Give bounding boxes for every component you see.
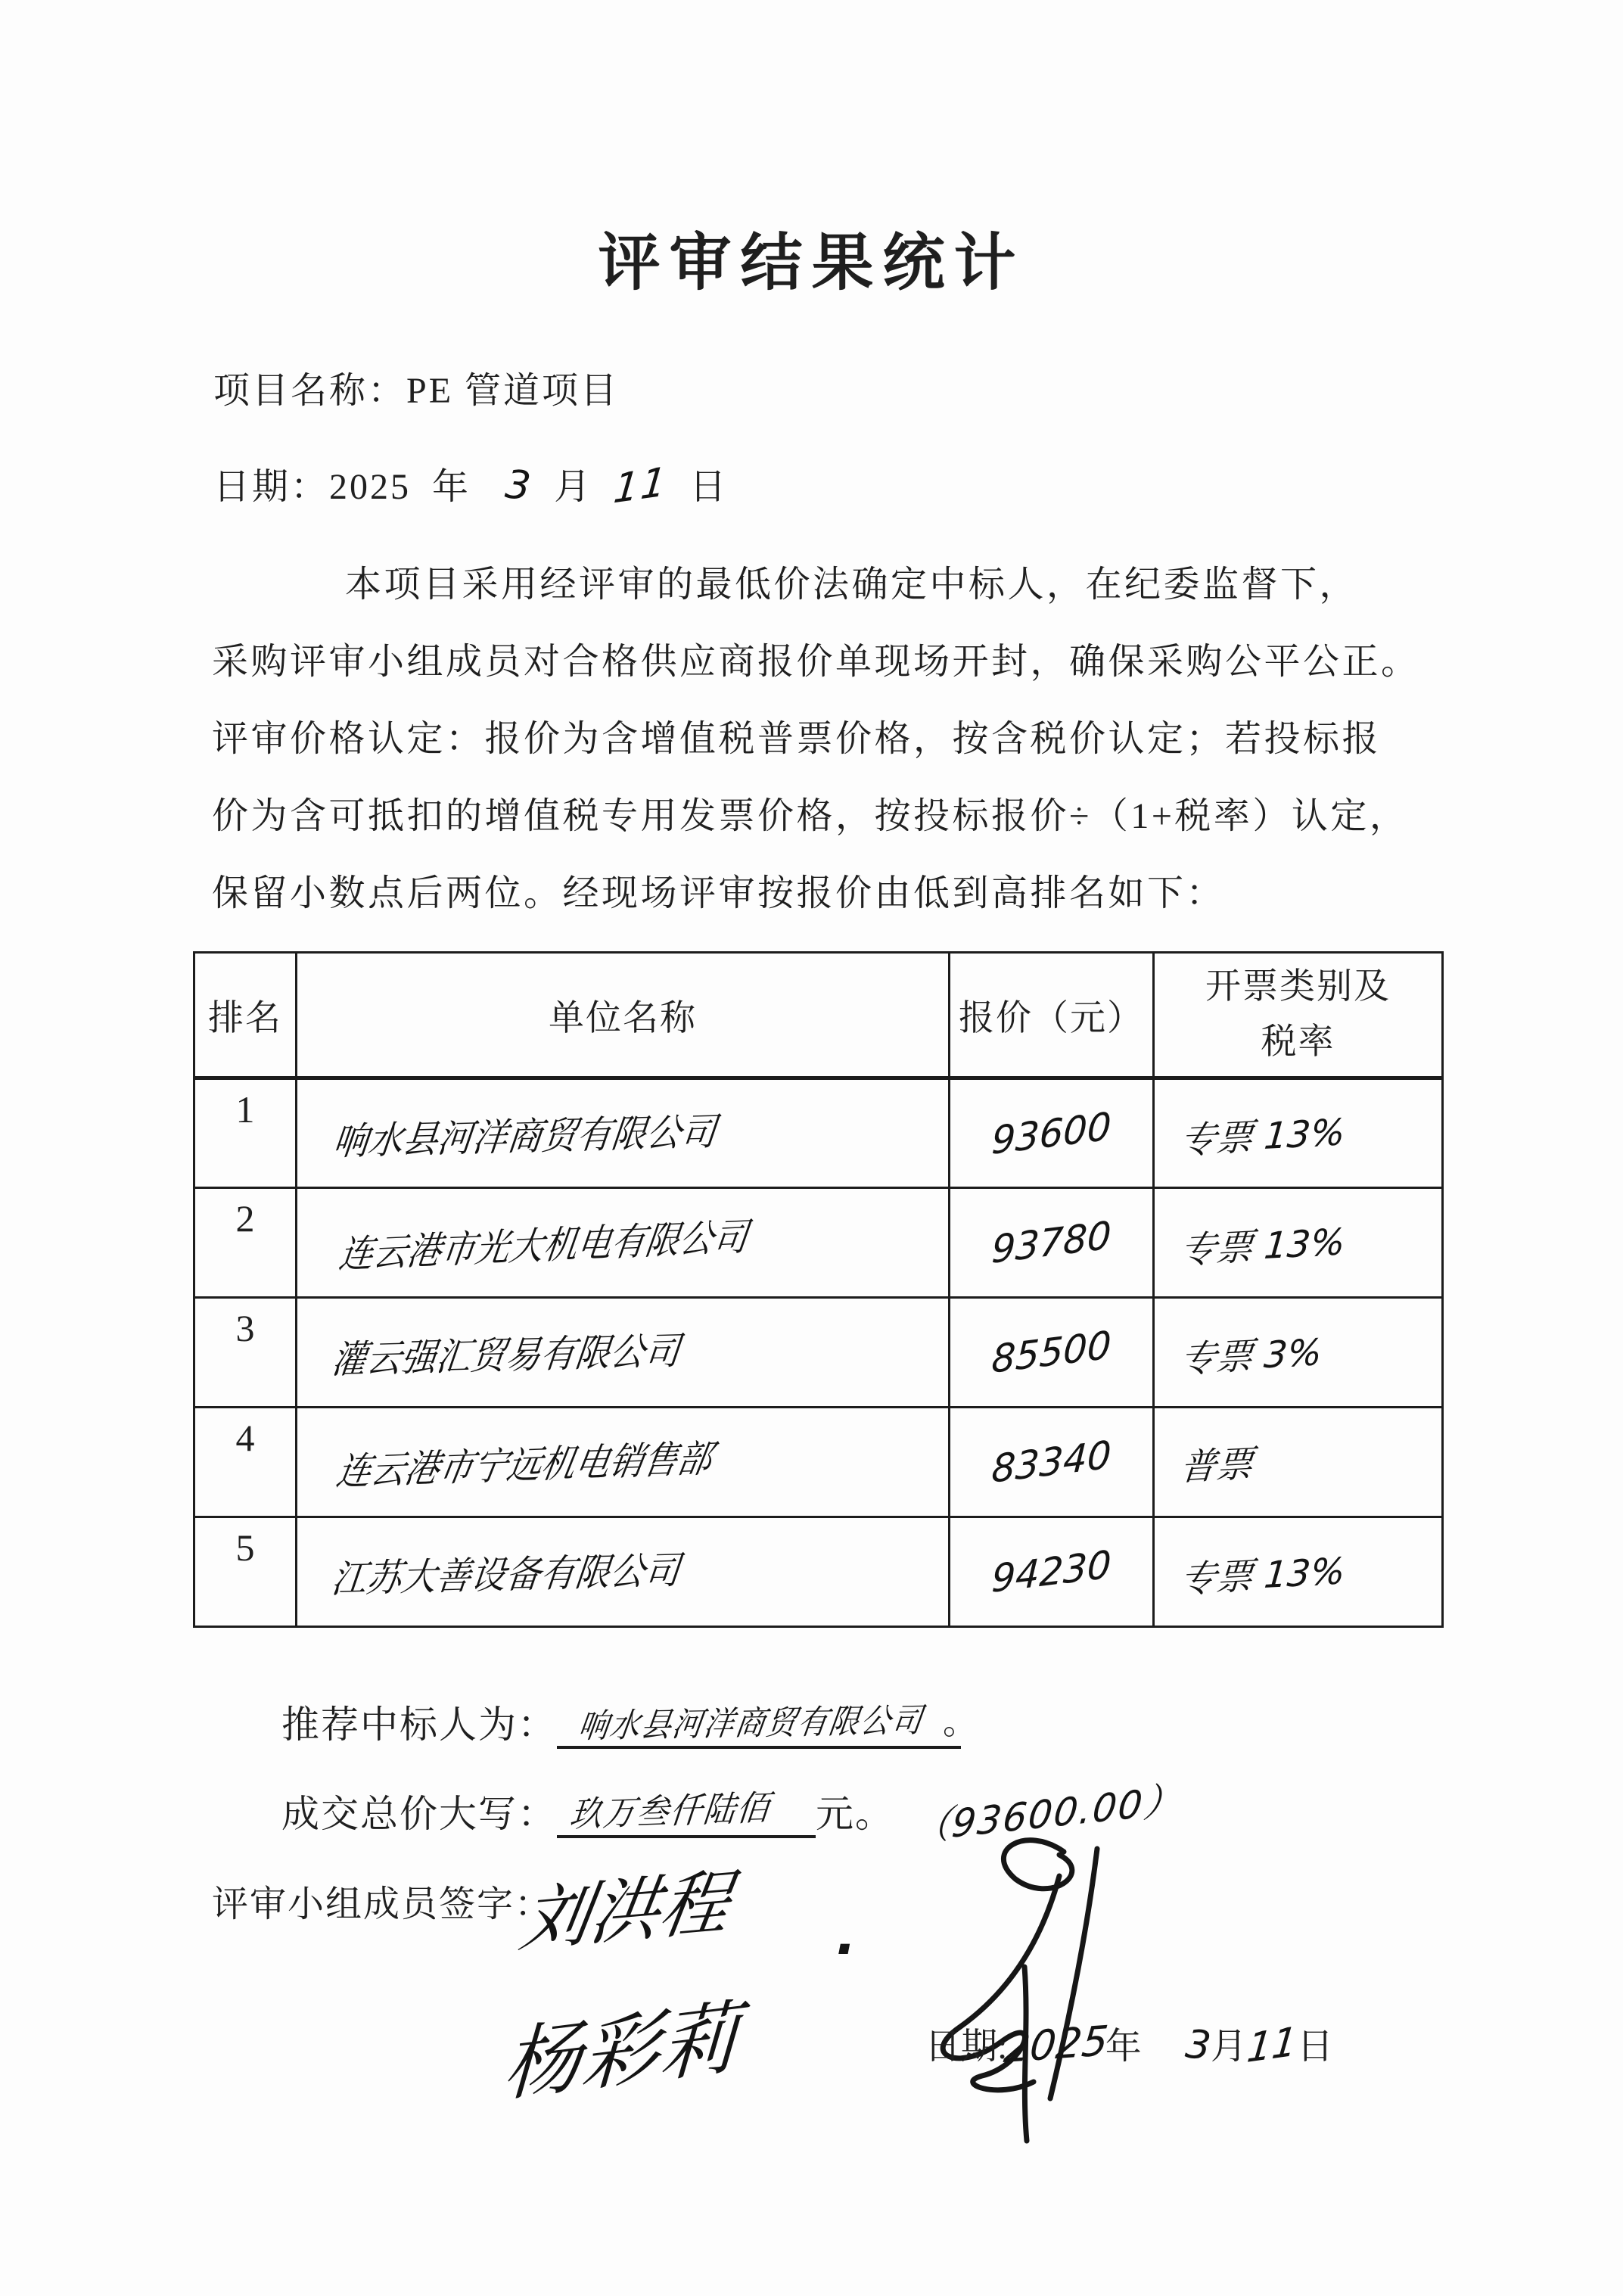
header-rank: 排名 (194, 953, 297, 1078)
project-name-label: 项目名称： (213, 371, 407, 411)
paragraph-line: 评审价格认定：报价为含增值税普票价格，按含税价认定；若投标报 (212, 719, 1382, 759)
bottom-date-day-handwritten: 11 (1244, 2018, 1299, 2073)
amount-words-handwritten: 玖万叁仟陆佰 (567, 1787, 773, 1835)
rank-cell: 5 (194, 1517, 297, 1627)
company-cell (297, 1078, 950, 1188)
company-cell (297, 1298, 950, 1408)
table-row (194, 1188, 1443, 1298)
rank-cell: 1 (194, 1078, 297, 1188)
paragraph-line: 本项目采用经评审的最低价法确定中标人，在纪委监督下， (345, 565, 1359, 605)
invoice-handwritten: 专票 13% (1178, 1220, 1347, 1272)
recommendation-period: 。 (943, 1703, 979, 1741)
table-row (194, 1517, 1443, 1627)
signature-scribble (870, 1829, 1158, 2154)
invoice-cell (1154, 1078, 1443, 1188)
price-handwritten: 93780 (990, 1212, 1112, 1273)
price-handwritten: 94230 (990, 1542, 1112, 1602)
table-row (194, 1078, 1443, 1188)
company-handwritten: 江苏大善设备有限公司 (329, 1548, 682, 1602)
header-price: 报价（元） (950, 953, 1154, 1078)
price-handwritten: 93600 (990, 1103, 1112, 1163)
rank-cell: 2 (194, 1188, 297, 1298)
bottom-date-month-handwritten: 3 (1183, 2021, 1213, 2070)
rank-cell: 4 (194, 1408, 297, 1517)
body-paragraph (212, 555, 1430, 941)
recommended-winner-label: 推荐中标人为： (281, 1703, 557, 1746)
total-price-label: 成交总价大写： (281, 1793, 557, 1835)
invoice-handwritten: 专票 13% (1178, 1549, 1347, 1601)
date-year: 2025 (329, 467, 412, 507)
company-handwritten: 灌云强汇贸易有限公司 (329, 1328, 682, 1383)
bottom-date-line (925, 2016, 1334, 2073)
paragraph-line: 价为含可抵扣的增值税专用发票价格，按投标报价÷（1+税率）认定， (212, 796, 1409, 836)
signatures-label: 评审小组成员签字： (212, 1884, 553, 1924)
invoice-cell (1154, 1298, 1443, 1408)
price-handwritten: 85500 (990, 1322, 1112, 1383)
date-month-handwritten: 3 (502, 462, 536, 510)
date-day-handwritten: 11 (611, 459, 671, 513)
company-cell (297, 1188, 950, 1298)
amount-figures-handwritten: （93600.00） (910, 1777, 1186, 1851)
signature-1: 刘洪程 (515, 1861, 736, 1962)
invoice-cell (1154, 1517, 1443, 1627)
date-year-char: 年 (432, 467, 471, 507)
table-row (194, 1408, 1443, 1517)
date-day-char: 日 (689, 467, 729, 507)
recommended-winner-line (281, 1694, 1623, 1749)
table-row (194, 1298, 1443, 1408)
total-price-unit: 元。 (816, 1793, 894, 1835)
invoice-cell (1154, 1408, 1443, 1517)
signatures-section (0, 1861, 1623, 2296)
date-line (213, 457, 1623, 513)
header-company: 单位名称 (297, 953, 950, 1078)
company-handwritten: 连云港市光大机电有限公司 (336, 1215, 751, 1277)
bottom-date-year-char: 年 (1105, 2027, 1142, 2067)
price-cell (950, 1078, 1154, 1188)
project-name-value: PE 管道项目 (406, 371, 620, 411)
invoice-handwritten: 专票 3% (1178, 1330, 1324, 1381)
date-label: 日期： (213, 467, 330, 507)
header-invoice-type (1154, 953, 1443, 1078)
company-cell (297, 1408, 950, 1517)
bottom-date-year-handwritten: 2025 (1002, 2016, 1111, 2073)
price-cell (950, 1188, 1154, 1298)
price-cell (950, 1298, 1154, 1408)
page-title: 评审结果统计 (598, 229, 1025, 297)
date-month-char: 月 (554, 467, 593, 507)
company-cell (297, 1517, 950, 1627)
project-name-line (213, 361, 1623, 413)
header-invoice-line1: 开票类别及 (1205, 967, 1391, 1007)
price-cell (950, 1408, 1154, 1517)
bottom-date-label: 日期: (925, 2027, 1008, 2067)
total-price-blank (557, 1784, 816, 1838)
paragraph-line: 采购评审小组成员对合格供应商报价单现场开封，确保采购公平公正。 (212, 642, 1420, 682)
recommended-winner-blank (557, 1694, 979, 1749)
paragraph-line: 保留小数点后两位。经现场评审按报价由低到高排名如下： (212, 873, 1226, 913)
invoice-cell (1154, 1188, 1443, 1298)
signature-ink-dot: . (836, 1905, 857, 1967)
recommended-winner-handwritten: 响水县河洋商贸有限公司 (576, 1700, 926, 1747)
table-header-row (194, 953, 1443, 1078)
bottom-date-day-char: 日 (1297, 2027, 1334, 2067)
header-invoice-line2: 税率 (1261, 1022, 1335, 1062)
price-handwritten: 83340 (990, 1432, 1112, 1492)
invoice-handwritten: 普票 (1178, 1442, 1255, 1489)
rank-cell: 3 (194, 1298, 297, 1408)
company-handwritten: 响水县河洋商贸有限公司 (331, 1109, 719, 1164)
price-cell (950, 1517, 1154, 1627)
bottom-date-month-char: 月 (1210, 2027, 1247, 2067)
bid-ranking-table (193, 951, 1444, 1628)
company-handwritten: 连云港市宁远机电销售部 (333, 1436, 716, 1494)
invoice-handwritten: 专票 13% (1178, 1111, 1347, 1162)
signature-2: 杨彩莉 (501, 1990, 741, 2113)
